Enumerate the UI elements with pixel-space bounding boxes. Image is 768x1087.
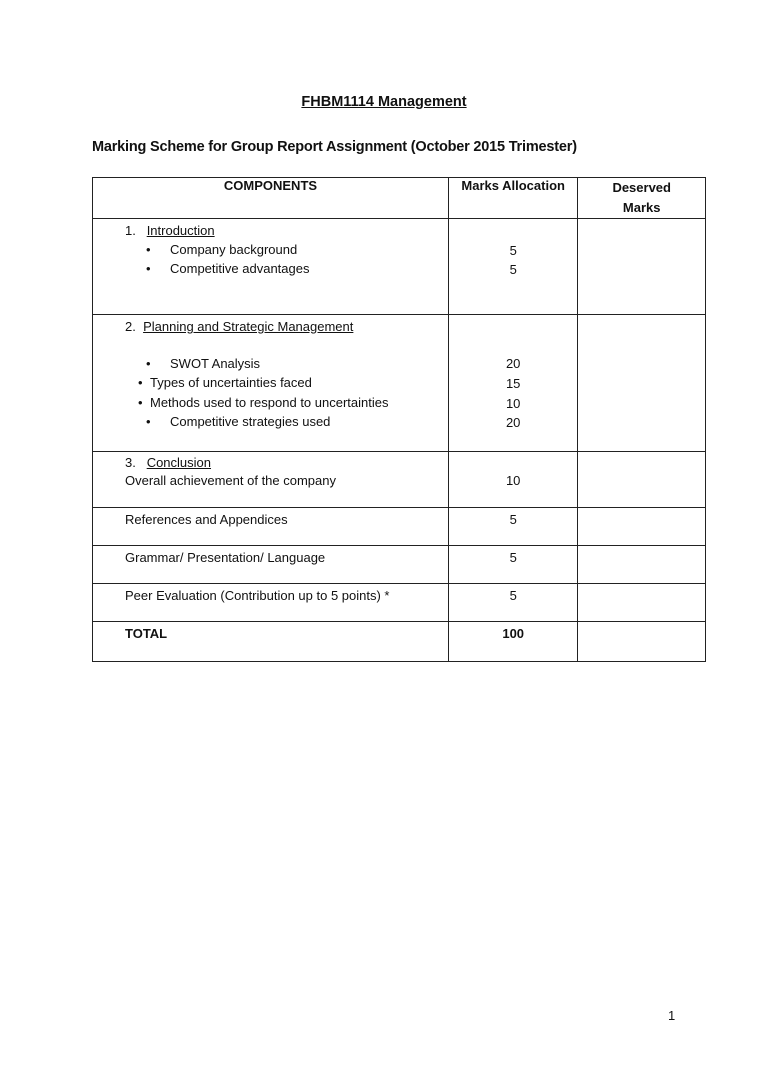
page-number: 1 (668, 1008, 676, 1023)
marks-value: 5 (509, 512, 517, 527)
bullet-icon: • (138, 395, 143, 410)
table-row-total (93, 622, 706, 662)
deserved-marks-cell (578, 315, 706, 452)
section-heading: Conclusion (146, 455, 212, 470)
bullet-icon: • (138, 375, 143, 390)
component-cell (93, 546, 449, 584)
deserved-marks-cell (578, 584, 706, 622)
component-cell (93, 452, 449, 508)
section-heading: Planning and Strategic Management (143, 319, 354, 334)
item-label: Competitive strategies used (170, 414, 331, 429)
total-marks-value: 100 (502, 626, 525, 641)
component-cell (93, 315, 449, 452)
item-label: References and Appendices (125, 512, 288, 527)
document-title: FHBM1114 Management (301, 94, 467, 110)
marking-scheme-table (92, 177, 706, 662)
table-row (93, 219, 706, 315)
marks-cell (448, 219, 577, 315)
deserved-marks-cell (578, 508, 706, 546)
marks-value: 10 (505, 473, 521, 488)
item-label: Methods used to respond to uncertainties (150, 395, 389, 410)
table-row (93, 452, 706, 508)
bullet-icon: • (146, 356, 151, 371)
component-cell (93, 584, 449, 622)
item-label: Peer Evaluation (Contribution up to 5 points) * (125, 588, 390, 603)
marks-value: 10 (505, 396, 521, 411)
deserved-marks-cell (578, 452, 706, 508)
marks-cell (448, 315, 577, 452)
deserved-marks-label: Deserved Marks (612, 180, 671, 215)
item-label: Company background (170, 242, 298, 257)
section-number: 1. (125, 223, 136, 238)
marks-value: 5 (509, 262, 517, 277)
total-label: TOTAL (125, 626, 168, 641)
deserved-marks-cell (578, 622, 706, 662)
item-label: Competitive advantages (170, 261, 310, 276)
item-label: SWOT Analysis (170, 356, 261, 371)
table-row (93, 508, 706, 546)
marks-value: 5 (509, 243, 517, 258)
table-row (93, 584, 706, 622)
table-row (93, 315, 706, 452)
bullet-icon: • (146, 242, 151, 257)
marks-value: 5 (509, 550, 517, 565)
component-cell (93, 622, 449, 662)
bullet-icon: • (146, 261, 151, 276)
marks-cell (448, 546, 577, 584)
marks-cell (448, 584, 577, 622)
marks-value: 20 (505, 356, 521, 371)
item-label: Grammar/ Presentation/ Language (125, 550, 326, 565)
component-cell (93, 219, 449, 315)
column-header-components: COMPONENTS (93, 178, 449, 219)
bullet-icon: • (146, 414, 151, 429)
column-header-deserved-marks (578, 178, 706, 219)
column-header-marks-allocation: Marks Allocation (448, 178, 577, 219)
marks-cell (448, 508, 577, 546)
marks-cell (448, 452, 577, 508)
section-number: 3. (125, 455, 136, 470)
component-cell (93, 508, 449, 546)
section-number: 2. (125, 319, 136, 334)
marks-cell (448, 622, 577, 662)
document-subtitle: Marking Scheme for Group Report Assignment (October 2015 Trimester) (92, 139, 577, 155)
marks-value: 5 (509, 588, 517, 603)
item-label: Overall achievement of the company (125, 473, 336, 488)
marks-value: 15 (505, 376, 521, 391)
item-label: Types of uncertainties faced (150, 375, 312, 390)
table-row (93, 546, 706, 584)
section-heading: Introduction (146, 223, 215, 238)
deserved-marks-cell (578, 546, 706, 584)
marks-value: 20 (505, 415, 521, 430)
table-header-row (93, 178, 706, 219)
deserved-marks-cell (578, 219, 706, 315)
